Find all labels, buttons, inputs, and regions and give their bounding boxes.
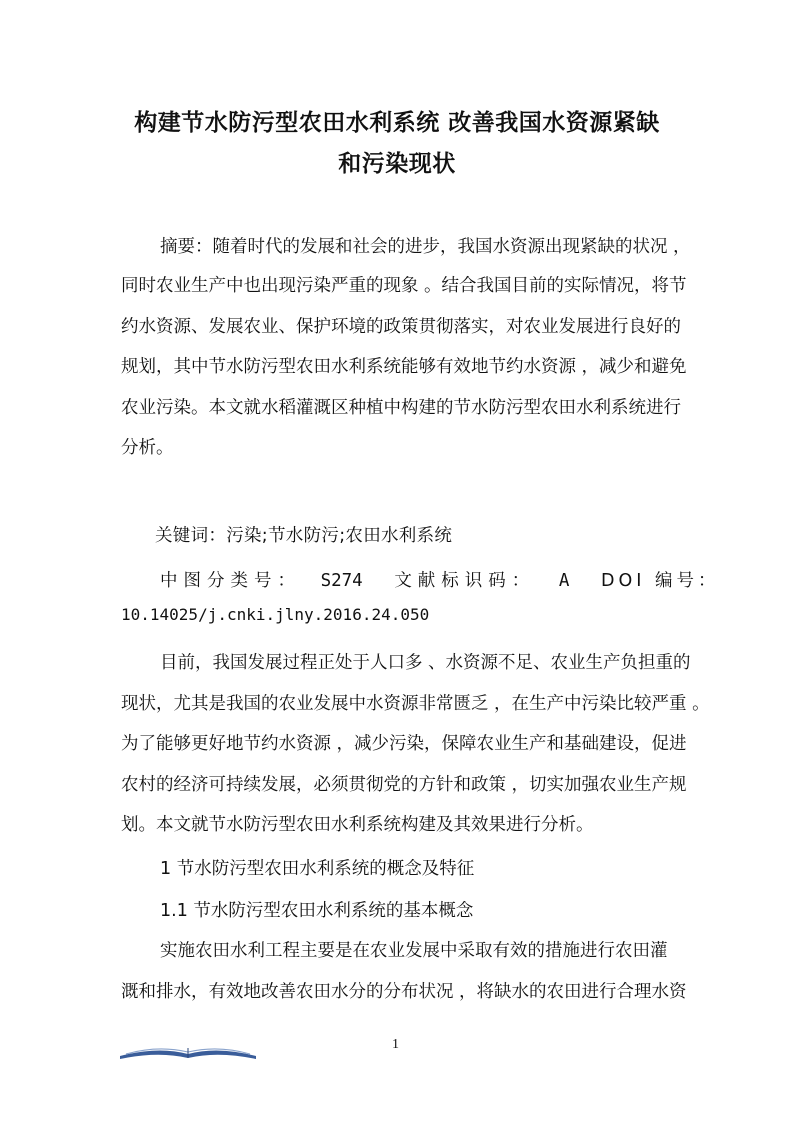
doc-id-label: 文献标识码： — [394, 571, 536, 591]
body-line: 实施农田水利工程主要是在农业发展中采取有效的措施进行农田灌 — [160, 941, 668, 961]
clc-label: 中图分类号： — [160, 571, 301, 591]
keywords: 关键词：污染;节水防污;农田水利系统 — [155, 526, 453, 546]
section-heading-1-1: 1.1 节水防污型农田水利系统的基本概念 — [160, 901, 474, 921]
abstract-line: 农业污染。本文就水稻灌溉区种植中构建的节水防污型农田水利系统进行 — [121, 398, 681, 418]
classification-row — [160, 567, 720, 592]
abstract-line: 同时农业生产中也出现污染严重的现象 。结合我国目前的实际情况，将节 — [121, 276, 687, 296]
abstract-line: 规划，其中节水防污型农田水利系统能够有效地节约水资源 ，减少和避免 — [121, 357, 687, 377]
intro-line: 现状，尤其是我国的农业发展中水资源非常匮乏 ，在生产中污染比较严重 。 — [121, 694, 710, 714]
clc-value: S274 — [320, 571, 363, 591]
doi-label: DOI 编号： — [601, 571, 720, 591]
paper-title-line-2: 和污染现状 — [338, 151, 456, 177]
paper-title-line-1: 构建节水防污型农田水利系统 改善我国水资源紧缺 — [134, 110, 660, 136]
doc-id-value: A — [558, 571, 570, 591]
abstract-line: 摘要：随着时代的发展和社会的进步，我国水资源出现紧缺的状况 ， — [160, 237, 691, 257]
intro-line: 为了能够更好地节约水资源 ，减少污染，保障农业生产和基础建设，促进 — [121, 734, 687, 754]
intro-line: 目前，我国发展过程正处于人口多 、水资源不足、农业生产负担重的 — [160, 653, 691, 673]
open-book-logo-icon — [118, 1042, 258, 1060]
abstract-line: 约水资源、发展农业、保护环境的政策贯彻落实，对农业发展进行良好的 — [121, 317, 681, 337]
intro-line: 划。本文就节水防污型农田水利系统构建及其效果进行分析。 — [121, 815, 594, 835]
abstract-line: 分析。 — [121, 438, 174, 458]
section-heading-1: 1 节水防污型农田水利系统的概念及特征 — [160, 859, 475, 879]
page-number: 1 — [392, 1037, 399, 1052]
doi-value: 10.14025/j.cnki.jlny.2016.24.050 — [121, 605, 430, 624]
body-line: 溉和排水，有效地改善农田水分的分布状况 ，将缺水的农田进行合理水资 — [121, 982, 687, 1002]
intro-line: 农村的经济可持续发展，必须贯彻党的方针和政策 ，切实加强农业生产规 — [121, 775, 687, 795]
